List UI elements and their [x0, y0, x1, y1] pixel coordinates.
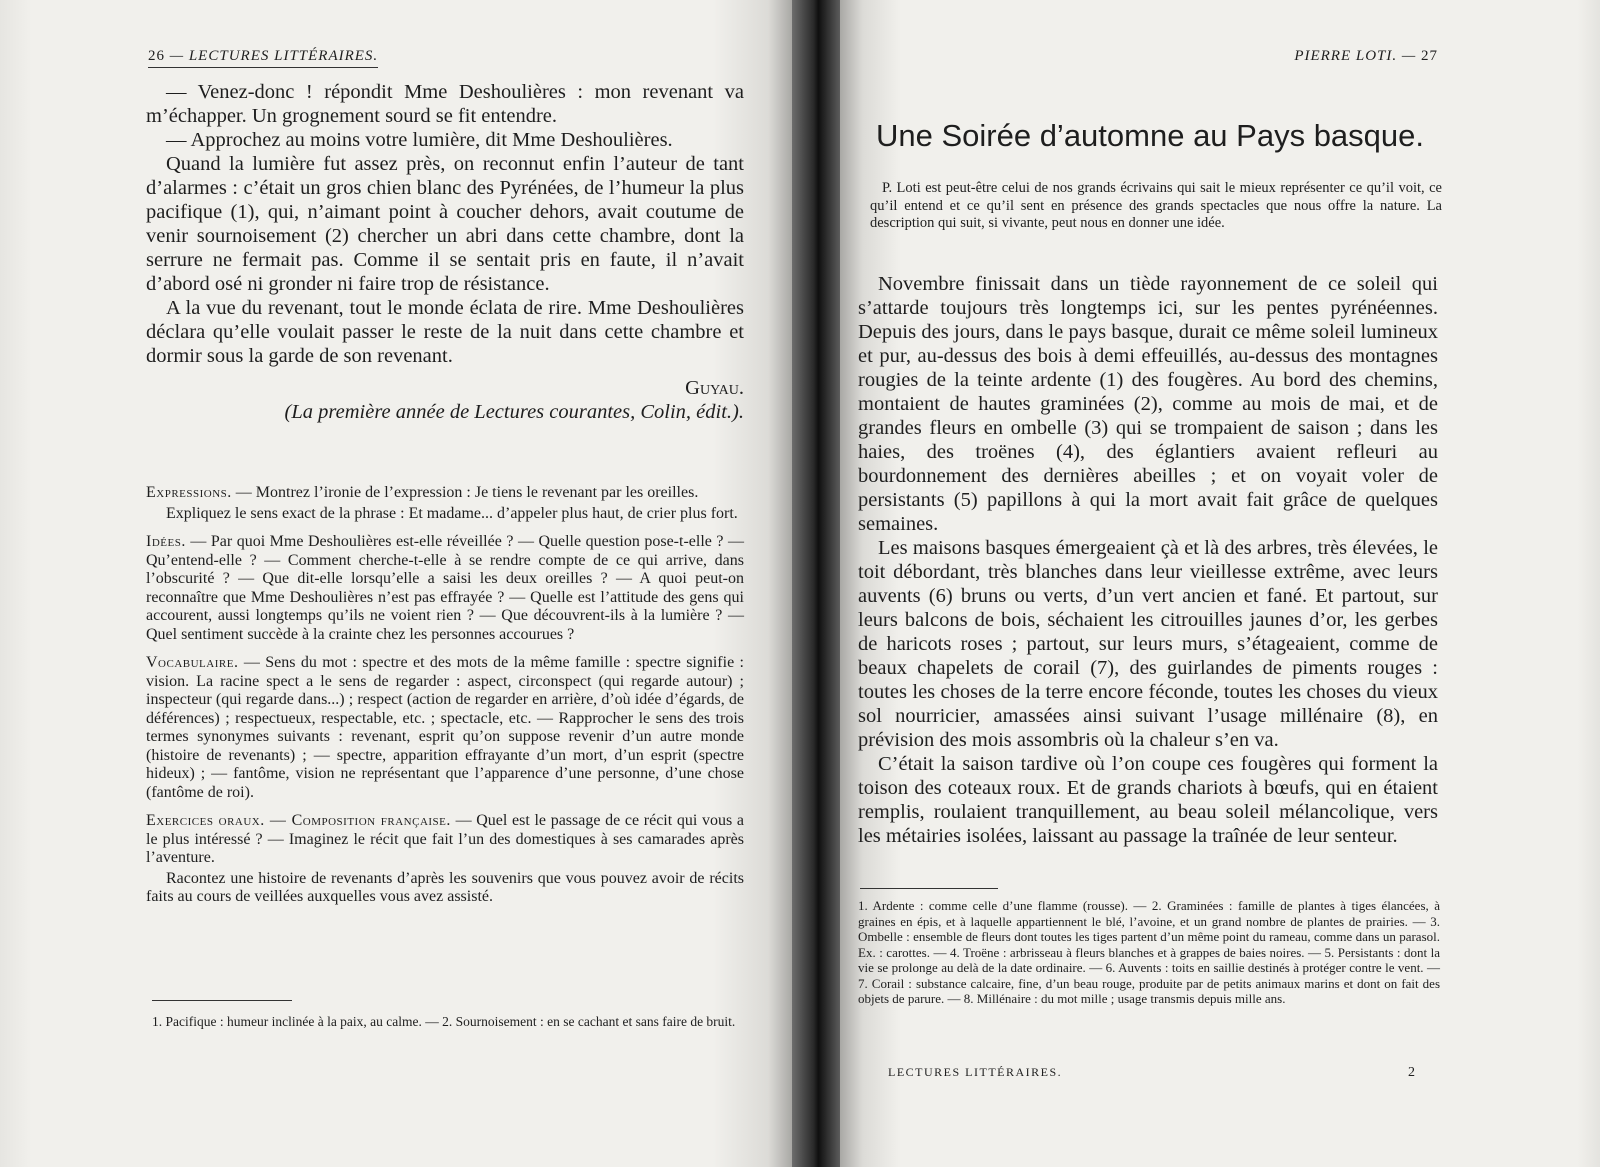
book-gutter — [792, 0, 840, 1167]
author-signature: Guyau. — [685, 377, 744, 399]
exercise-idees: Idées. — Par quoi Mme Deshoulières est-elle réveillée ? — Quelle question pose-t-elle ? — Qu’entend-elle ? — Comment cherche-t-elle à se rendre compte de ce qui arrive, dans l’obscurité ? — Que dit-elle lorsqu’elle a saisi les deux oreilles ? — A quoi peut-on reconnaître que Mme Deshoulières n’est pas effrayée ? — Quelle est l’attitude des gens qui accourent, aussi longtemps qu’ils ne voient rien ? — Que découvrent-ils à la lumière ? — Quel sentiment succède à la crainte chez les personnes accourues ? — [146, 533, 745, 643]
paragraph: — Venez-donc ! répondit Mme Deshoulières : mon revenant va m’échapper. Un grognement sourd se fit entendre. — [146, 81, 744, 127]
source-citation: (La première année de Lectures courantes, Colin, édit.). — [284, 401, 744, 423]
footnote-rule-right — [860, 888, 998, 889]
running-header-right: PIERRE LOTI. — 27 — [1294, 48, 1438, 64]
running-header-left: 26 — LECTURES LITTÉRAIRES. — [148, 48, 378, 68]
exercise-recit: Racontez une histoire de revenants d’après les souvenirs que vous pouvez avoir de récits faits au cours de veillées auxquelles vous avez assisté. — [146, 869, 744, 905]
left-body — [146, 80, 744, 424]
left-page — [0, 0, 792, 1167]
right-page — [840, 0, 1600, 1167]
paragraph: Novembre finissait dans un tiède rayonnement de ce soleil qui s’attarde toujours très longtemps ici, sur les pentes pyrénéennes. Depuis des jours, dans le pays basque, durait ce même soleil lumineux et pur, au-dessus des bois à demi effeuillés, au-dessus des montagnes rougies de la teinte ardente (1) des fougères. Au bord des chemins, montaient de hautes graminées (2), comme au mois de mai, et de grandes fleurs en ombelle (3) qui se trompaient de saison ; dans les haies, des troënes (4), des églantiers avaient refleuri au bourdonnement des dernières abeilles ; et on voyait voler de persistants (5) papillons à qui la mort avait fait grâce de quelques semaines. — [858, 273, 1438, 535]
paragraph: C’était la saison tardive où l’on coupe ces fougères qui forment la toison des coteaux roux. Et de grands chariots à bœufs, qui en étaient remplis, roulaient tranquillement, au beau soleil mélancolique, vers les métairies isolées, laissant au passage la traînée de leur senteur. — [858, 753, 1438, 847]
chapter-title: Une Soirée d’automne au Pays basque. — [875, 118, 1425, 153]
exercise-oraux: Exercices oraux. — Composition française. — Quel est le passage de ce récit qui vous a le plus intéressé ? — Imaginez le récit que fait l’un des domestiques à ses camarades après l’aventure. — [146, 812, 744, 866]
exercise-expressions-2: Expliquez le sens exact de la phrase : Et madame... d’appeler plus haut, de crier plus fort. — [166, 504, 738, 522]
signature-mark: LECTURES LITTÉRAIRES. — [888, 1065, 1063, 1079]
page-number-left: 26 — [148, 48, 165, 64]
footnotes-left: 1. Pacifique : humeur inclinée à la paix, au calme. — 2. Sournoisement : en se cachant et sans faire de bruit. — [152, 1014, 736, 1029]
paragraph: A la vue du revenant, tout le monde éclata de rire. Mme Deshoulières déclara qu’elle voulait passer le reste de la nuit dans cette chambre et dormir sous la garde de son revenant. — [146, 297, 744, 367]
page-number-right: 27 — [1421, 48, 1438, 64]
header-title-right: PIERRE LOTI. — [1294, 48, 1398, 64]
header-title-left: LECTURES LITTÉRAIRES. — [188, 48, 379, 64]
paragraph: — Approchez au moins votre lumière, dit Mme Deshoulières. — [166, 129, 673, 151]
exercise-expressions: Expressions. — Montrez l’ironie de l’expression : Je tiens le revenant par les oreilles. — [146, 484, 699, 501]
exercise-vocabulaire: Vocabulaire. — Sens du mot : spectre et des mots de la même famille : spectre signifie : vision. La racine spect a le sens de regarder : aspect, circonspect (qui regarde autour) ; inspecteur (qui regarde dans...) ; respect (action de regarder en arrière, d’où idée d’égards, de déférences) ; respectueux, respectable, etc. ; spectacle, etc. — Rapprocher le sens des trois termes synonymes suivants : revenant, esprit qu’on suppose revenir d’un autre monde (histoire de revenants) ; — spectre, apparition effrayante d’un mort, d’un esprit (spectre hideux) ; — fantôme, vision ne représentant que l’apparence d’une personne, d’une chose (fantôme de roi). — [146, 654, 745, 801]
paragraph: Les maisons basques émergeaient çà et là des arbres, très élevées, le toit débordant, très blanches dans leur vieillesse extrême, avec leurs auvents (6) bruns ou verts, d’un vert ancien et fané. Et partout, sur leurs balcons de bois, séchaient les citrouilles jaunes d’or, les gerbes de haricots roses ; partout, sur leurs murs, s’étageaient, comme de beaux chapelets de corail (7), des guirlandes de piments rouges : toutes les choses de la terre encore féconde, toutes les choses du vieux sol nourricier, amassées ainsi suivant l’usage millénaire (8), en prévision des mois assombris où la chaleur s’en va. — [858, 537, 1438, 751]
footnote-rule-left — [152, 1000, 292, 1001]
exercises-block — [146, 484, 744, 917]
footnotes-right: 1. Ardente : comme celle d’une flamme (rousse). — 2. Graminées : famille de plantes à tiges élancées, à graines en épis, et à laquelle appartiennent le blé, l’avoine, et un grand nombre de plantes de prairies. — 3. Ombelle : ensemble de fleurs dont toutes les tiges partent d’un même point du rameau, comme dans un parasol. Ex. : carottes. — 4. Troëne : arbrisseau à fleurs blanches et à grappes de baies noires. — 5. Persistants : dont la vie se prolonge au delà de la date ordinaire. — 6. Auvents : toits en saillie destinés à protéger contre le vent. — 7. Corail : substance calcaire, fine, d’un beau rouge, produite par de petits animaux marins et dont on fait des objets de parure. — 8. Millénaire : du mot mille ; usage transmis depuis mille ans. — [858, 898, 1440, 1006]
sheet-number: 2 — [1408, 1065, 1417, 1080]
right-body — [858, 272, 1438, 848]
chapter-intro: P. Loti est peut-être celui de nos grands écrivains qui sait le mieux représenter ce qu’il voit, ce qu’il entend et ce qu’il sent en présence des grands spectacles que nous offre la nature. La description qui suit, si vivante, peut nous en donner une idée. — [870, 180, 1442, 231]
paragraph: Quand la lumière fut assez près, on reconnut enfin l’auteur de tant d’alarmes : c’était un gros chien blanc des Pyrénées, de l’humeur la plus pacifique (1), qui, n’aimant point à coucher dehors, avait coutume de venir sournoisement (2) chercher un abri dans cette chambre, dont la serrure ne fermait pas. Comme il se sentait pris en faute, il n’avait d’abord osé ni gronder ni faire trop de résistance. — [146, 153, 744, 295]
